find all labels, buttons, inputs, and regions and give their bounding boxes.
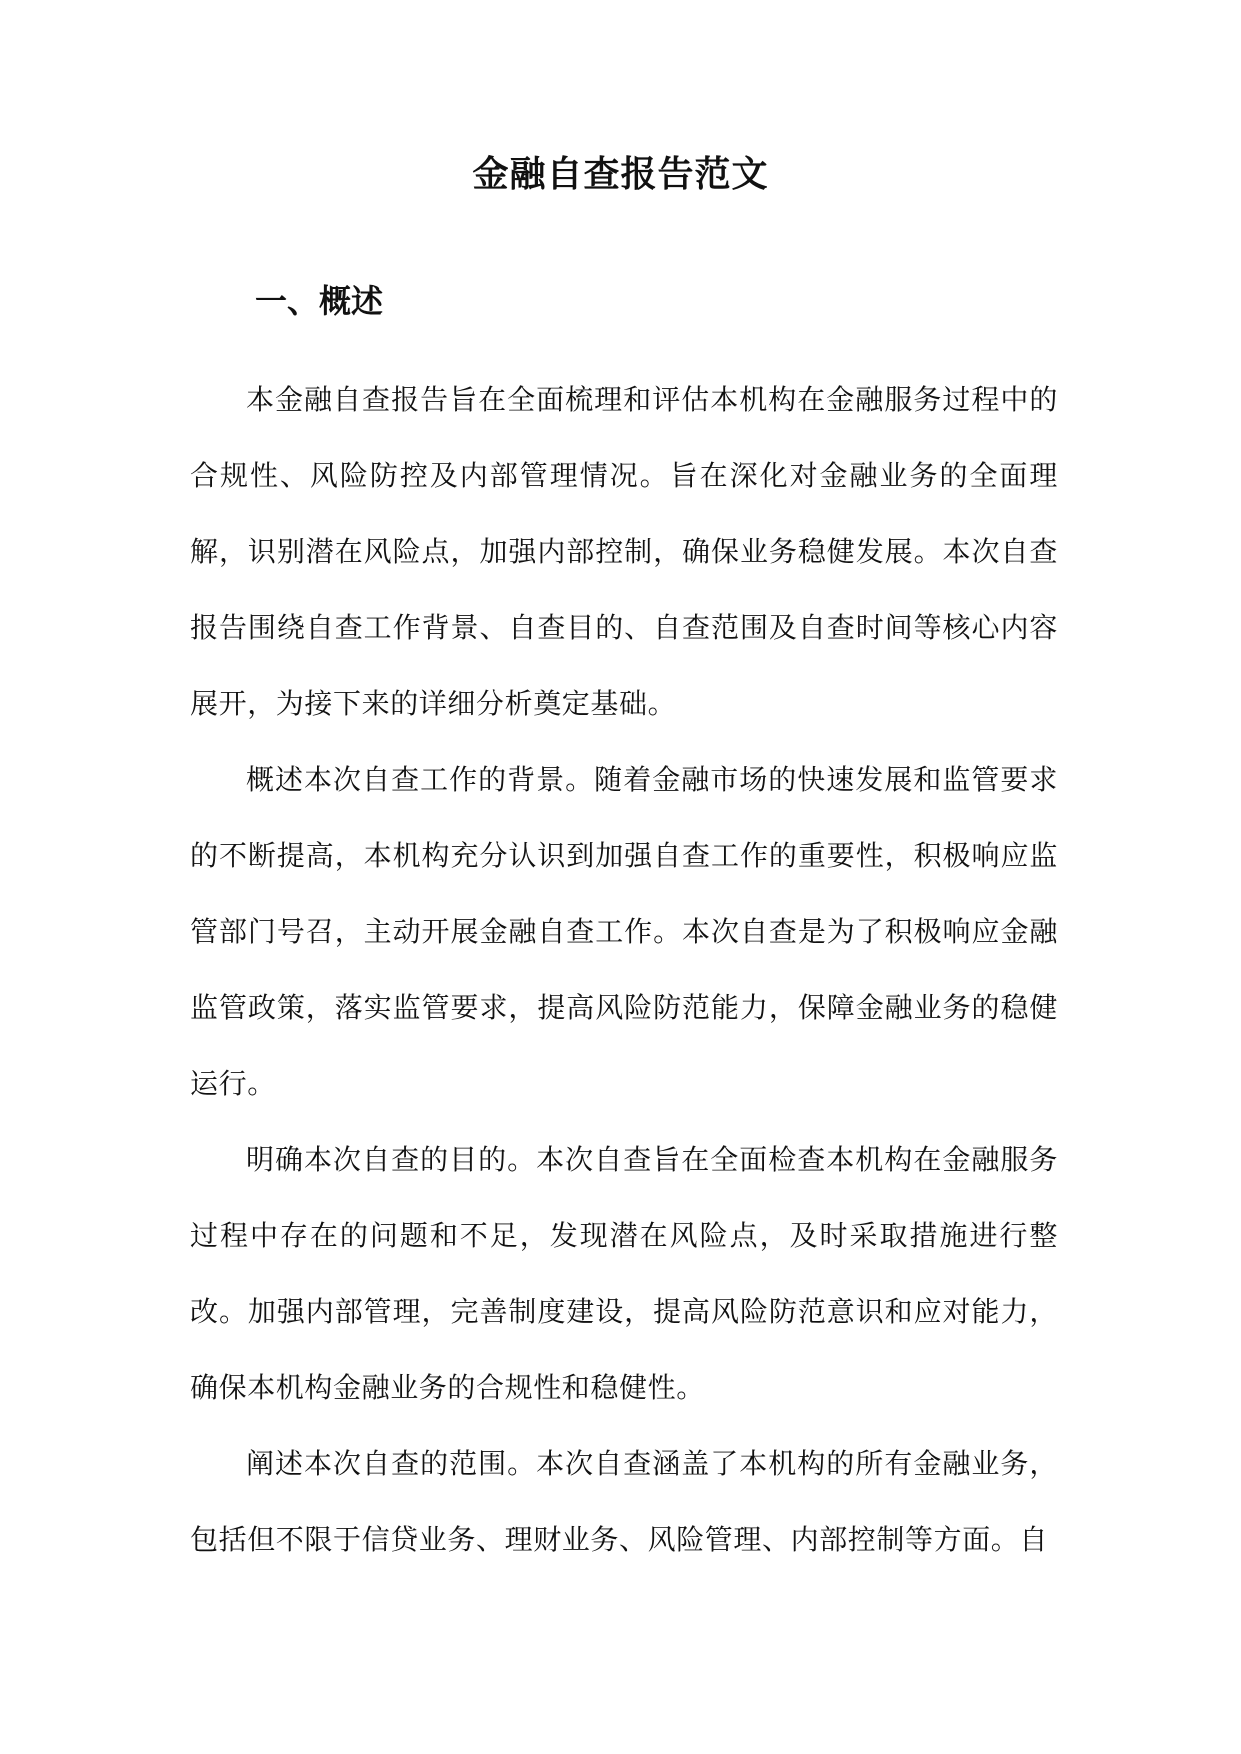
paragraph: 概述本次自查工作的背景。随着金融市场的快速发展和监管要求的不断提高，本机构充分认识到加强自查工作的重要性，积极响应监管部门号召，主动开展金融自查工作。本次自查是为了积极响应金融监管政策，落实监管要求，提高风险防范能力，保障金融业务的稳健运行。: [190, 763, 1058, 1100]
paragraph: 阐述本次自查的范围。本次自查涵盖了本机构的所有金融业务，包括但不限于信贷业务、理财业务、风险管理、内部控制等方面。自: [190, 1447, 1058, 1556]
section-body: [190, 362, 1058, 1578]
document-title: 金融自查报告范文: [472, 154, 769, 195]
paragraph: 明确本次自查的目的。本次自查旨在全面检查本机构在金融服务过程中存在的问题和不足，发现潜在风险点，及时采取措施进行整改。加强内部管理，完善制度建设，提高风险防范意识和应对能力，确保本机构金融业务的合规性和稳健性。: [190, 1143, 1058, 1404]
paragraph: 本金融自查报告旨在全面梳理和评估本机构在金融服务过程中的合规性、风险防控及内部管理情况。旨在深化对金融业务的全面理解，识别潜在风险点，加强内部控制，确保业务稳健发展。本次自查报告围绕自查工作背景、自查目的、自查范围及自查时间等核心内容展开，为接下来的详细分析奠定基础。: [190, 383, 1058, 720]
section-heading: 一、概述: [255, 282, 384, 320]
